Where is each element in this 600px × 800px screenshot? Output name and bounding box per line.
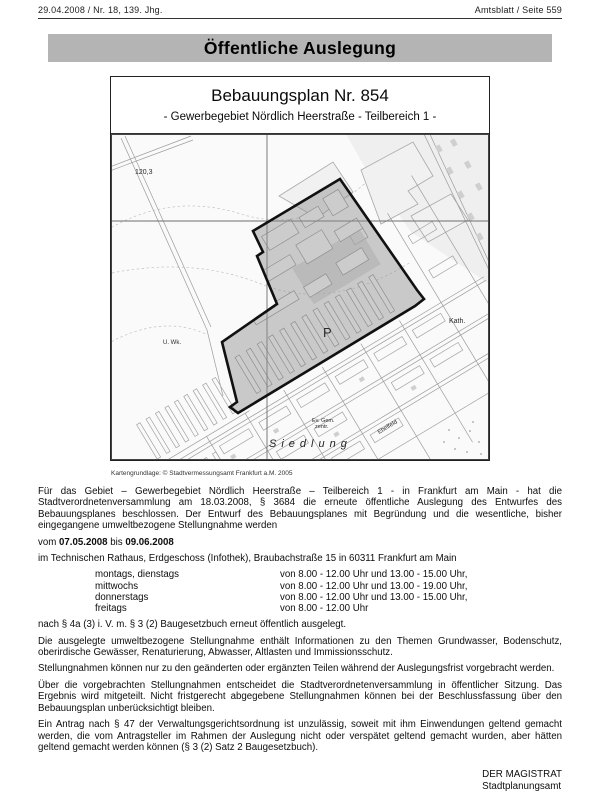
schedule-hours: von 8.00 - 12.00 Uhr und 13.00 - 15.00 Uhr, — [280, 569, 468, 581]
schedule-days: montags, dienstags — [95, 569, 180, 581]
page-info: Amtsblatt / Seite 559 — [474, 5, 562, 15]
kath-label: Kath. — [449, 318, 466, 325]
u-wk-label: U. Wk. — [163, 340, 181, 346]
paragraph-resolution: Für das Gebiet – Gewerbegebiet Nördlich Heerstraße – Teilbereich 1 - in Frankfurt am Main - hat die Stadtverordnetenversammlung am 18.03.2008, § 3684 die erneute öffentliche Auslegung des Entwurfes des Bebauungsplanes beschlossen. Der Entwurf des Bebauungsplanes mit Begründung und die wesentliche, bisher eingegangene umweltbezogene Stellungnahme werden — [38, 486, 562, 532]
schedule-row — [95, 581, 467, 592]
schedule-days: mittwochs — [95, 580, 139, 592]
signature-block — [482, 769, 562, 792]
schedule-days: donnerstags — [95, 591, 149, 603]
opening-hours-table — [95, 569, 467, 614]
display-period-line — [38, 537, 562, 548]
elevation-label: 120,3 — [135, 169, 153, 176]
paragraph-legal-basis: nach § 4a (3) i. V. m. § 3 (2) Baugesetzbuch erneut öffentlich ausgelegt. — [38, 619, 347, 631]
signature-authority: DER MAGISTRAT — [482, 769, 562, 780]
masthead — [38, 5, 562, 19]
ebelfeld-street-label: Ebelfeld — [376, 419, 399, 436]
issue-info: 29.04.2008 / Nr. 18, 139. Jhg. — [38, 5, 163, 15]
map-title-block — [111, 77, 489, 134]
schedule-hours: von 8.00 - 12.00 Uhr und 13.00 - 19.00 Uhr, — [280, 580, 468, 592]
period-start-date: 07.05.2008 — [59, 536, 108, 548]
signature-department: Stadtplanungsamt — [482, 780, 562, 792]
map-figure — [110, 76, 490, 461]
period-end-date: 09.06.2008 — [125, 536, 174, 548]
paragraph-decision: Über die vorgebrachten Stellungnahmen entscheidet die Stadtverordnetenversammlung in öffentlicher Sitzung. Das Ergebnis wird mitgeteilt. Nicht fristgerecht abgegebene Stellungnahmen können bei der Beschlussfassung über den Bebauungsplan unberücksichtigt bleiben. — [38, 679, 562, 714]
plan-title: Bebauungsplan Nr. 854 — [211, 86, 389, 105]
paragraph-application: Ein Antrag nach § 47 der Verwaltungsgerichtsordnung ist unzulässig, soweit mit ihm Einwendungen geltend gemacht werden, die vom Antragsteller im Rahmen der Auslegung nicht oder verspätet geltend gemacht wurden, aber hätten geltend gemacht werden können (§ 3 (2) Satz 2 Baugesetzbuch). — [38, 719, 562, 753]
notice-banner — [48, 34, 552, 62]
plan-subtitle: - Gewerbegebiet Nördlich Heerstraße - Teilbereich 1 - — [163, 111, 437, 123]
siedlung-label: Siedlung — [269, 438, 352, 450]
period-prefix: vom — [38, 536, 57, 548]
schedule-row — [95, 603, 467, 614]
schedule-row — [95, 569, 467, 580]
schedule-hours: von 8.00 - 12.00 Uhr — [280, 603, 369, 615]
map-caption: Kartengrundlage: © Stadtvermessungsamt Frankfurt a.M. 2005 — [111, 470, 293, 477]
location-line: im Technischen Rathaus, Erdgeschoss (Infothek), Braubachstraße 15 in 60311 Frankfurt am Main — [38, 553, 457, 565]
schedule-hours: von 8.00 - 12.00 Uhr und 13.00 - 15.00 Uhr, — [280, 591, 468, 603]
schedule-row — [95, 592, 467, 603]
ev-gem-label: Ev. Gem. — [312, 418, 335, 424]
paragraph-statements: Stellungnahmen können nur zu den geänderten oder ergänzten Teilen während der Auslegungsfrist vorgebracht werden. — [38, 663, 555, 675]
paragraph-environment: Die ausgelegte umweltbezogene Stellungnahme enthält Informationen zu den Themen Grundwasser, Bodenschutz, oberirdische Gewässer, Renaturierung, Abwasser, Altlasten und Immissionsschutz. — [38, 635, 562, 659]
parking-label: P — [323, 325, 332, 340]
notice-title: Öffentliche Auslegung — [203, 37, 397, 58]
site-map — [111, 134, 489, 460]
period-middle: bis — [110, 536, 123, 548]
schedule-days: freitags — [95, 603, 127, 615]
ev-gem-label-2: zentr. — [315, 424, 329, 430]
notice-body — [38, 486, 562, 758]
